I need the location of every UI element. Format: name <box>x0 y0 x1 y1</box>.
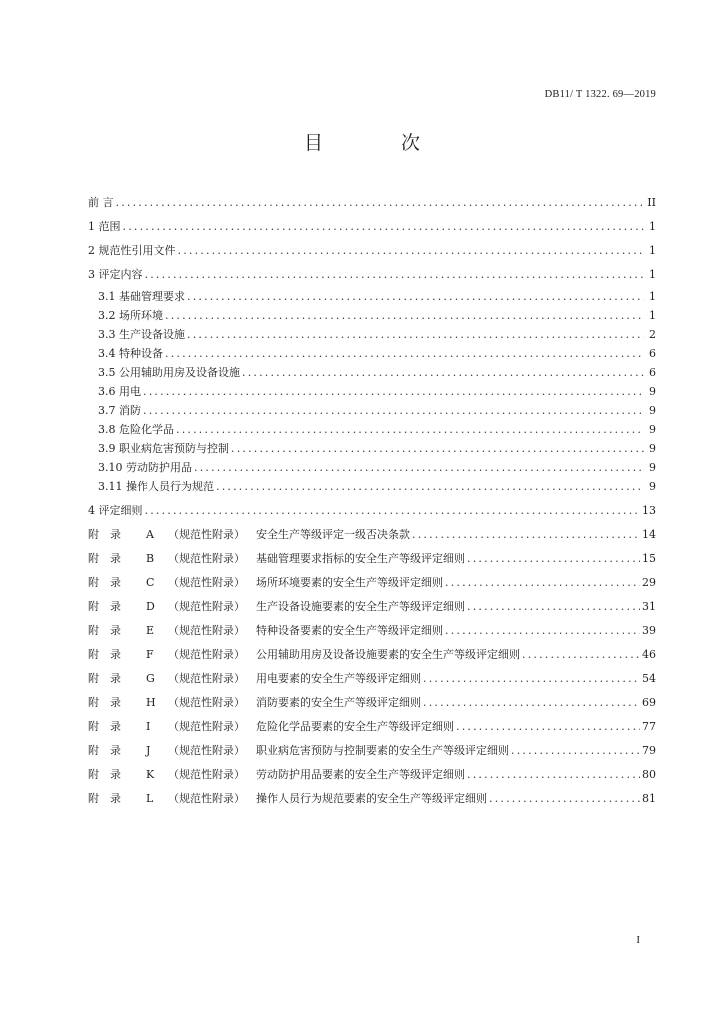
dot-leader <box>178 242 645 260</box>
toc-entry-page: 9 <box>649 423 656 436</box>
toc-entry-3-2[interactable] <box>98 307 656 325</box>
appendix-letter: I <box>146 720 151 733</box>
toc-entry-page: 54 <box>642 672 656 685</box>
dot-leader <box>242 364 644 382</box>
toc-appendix-g[interactable] <box>88 670 656 688</box>
appendix-word-1: 附 <box>88 672 99 685</box>
toc-entry-label: 3 评定内容 <box>88 268 143 281</box>
appendix-title: 场所环境要素的安全生产等级评定细则 <box>256 576 443 589</box>
toc-entry-label: 3.9 职业病危害预防与控制 <box>98 442 229 455</box>
toc-entry-scope[interactable] <box>88 218 656 236</box>
dot-leader <box>445 574 640 592</box>
appendix-type: （规范性附录） <box>168 792 245 805</box>
toc-appendix-b[interactable] <box>88 550 656 568</box>
appendix-word-2: 录 <box>110 672 121 685</box>
dot-leader <box>423 694 640 712</box>
appendix-letter: G <box>146 672 155 685</box>
appendix-word-2: 录 <box>110 576 121 589</box>
dot-leader <box>412 526 640 544</box>
toc-entry-foreword[interactable] <box>88 194 656 212</box>
standard-code: DB11/ T 1322. 69—2019 <box>544 89 656 100</box>
dot-leader <box>489 790 640 808</box>
appendix-word-1: 附 <box>88 576 99 589</box>
appendix-type: （规范性附录） <box>168 720 245 733</box>
dot-leader <box>116 194 645 212</box>
dot-leader <box>423 670 640 688</box>
appendix-word-1: 附 <box>88 648 99 661</box>
toc-entry-label: 3.5 公用辅助用房及设备设施 <box>98 366 240 379</box>
dot-leader <box>456 718 640 736</box>
toc-appendix-e[interactable] <box>88 622 656 640</box>
toc-appendix-i[interactable] <box>88 718 656 736</box>
dot-leader <box>145 266 645 284</box>
toc-entry-3-11[interactable] <box>98 478 656 496</box>
appendix-letter: C <box>146 576 155 589</box>
dot-leader <box>187 288 644 306</box>
appendix-word-2: 录 <box>110 744 121 757</box>
toc-entry-label: 3.2 场所环境 <box>98 309 163 322</box>
appendix-type: （规范性附录） <box>168 624 245 637</box>
appendix-word-2: 录 <box>110 624 121 637</box>
toc-entry-3-8[interactable] <box>98 421 656 439</box>
toc-entry-page: 1 <box>649 290 656 303</box>
appendix-letter: J <box>146 744 151 757</box>
appendix-word-1: 附 <box>88 528 99 541</box>
toc-appendix-f[interactable] <box>88 646 656 664</box>
appendix-word-2: 录 <box>110 792 121 805</box>
appendix-title: 用电要素的安全生产等级评定细则 <box>256 672 421 685</box>
dot-leader <box>145 502 641 520</box>
toc-entry-assessment-content[interactable] <box>88 266 656 284</box>
toc-entry-page: 15 <box>642 552 656 565</box>
appendix-title: 特种设备要素的安全生产等级评定细则 <box>256 624 443 637</box>
appendix-word-2: 录 <box>110 768 121 781</box>
dot-leader <box>123 218 645 236</box>
appendix-word-1: 附 <box>88 600 99 613</box>
page-title: 目 次 <box>303 132 457 154</box>
toc-entry-label: 3.3 生产设备设施 <box>98 328 185 341</box>
dot-leader <box>216 478 644 496</box>
toc-entry-page: 81 <box>642 792 656 805</box>
appendix-title: 劳动防护用品要素的安全生产等级评定细则 <box>256 768 465 781</box>
toc-entry-label: 3.11 操作人员行为规范 <box>98 480 214 493</box>
toc-entry-page: 69 <box>642 696 656 709</box>
toc-entry-3-4[interactable] <box>98 345 656 363</box>
toc-entry-assessment-rules[interactable] <box>88 502 656 520</box>
appendix-type: （规范性附录） <box>168 672 245 685</box>
appendix-word-2: 录 <box>110 528 121 541</box>
appendix-word-2: 录 <box>110 552 121 565</box>
toc-entry-3-10[interactable] <box>98 459 656 477</box>
dot-leader <box>143 402 644 420</box>
toc-entry-page: 80 <box>642 768 656 781</box>
toc-entry-3-5[interactable] <box>98 364 656 382</box>
toc-entry-label: 前 言 <box>88 196 114 209</box>
appendix-type: （规范性附录） <box>168 552 245 565</box>
toc-entry-normative-references[interactable] <box>88 242 656 260</box>
toc-entry-page: 1 <box>649 309 656 322</box>
appendix-type: （规范性附录） <box>168 600 245 613</box>
toc-entry-page: 9 <box>649 480 656 493</box>
toc-entry-label: 2 规范性引用文件 <box>88 244 176 257</box>
appendix-type: （规范性附录） <box>168 744 245 757</box>
dot-leader <box>467 550 640 568</box>
toc-entry-page: 29 <box>642 576 656 589</box>
toc-entry-label: 3.4 特种设备 <box>98 347 163 360</box>
toc-entry-page: 46 <box>642 648 656 661</box>
toc-entry-3-9[interactable] <box>98 440 656 458</box>
appendix-word-1: 附 <box>88 720 99 733</box>
toc-appendix-h[interactable] <box>88 694 656 712</box>
appendix-type: （规范性附录） <box>168 576 245 589</box>
appendix-word-2: 录 <box>110 720 121 733</box>
dot-leader <box>231 440 644 458</box>
appendix-word-1: 附 <box>88 624 99 637</box>
appendix-letter: D <box>146 600 155 613</box>
toc-entry-page: 2 <box>649 328 656 341</box>
toc-appendix-c[interactable] <box>88 574 656 592</box>
appendix-letter: L <box>146 792 154 805</box>
appendix-word-1: 附 <box>88 696 99 709</box>
appendix-title: 危险化学品要素的安全生产等级评定细则 <box>256 720 454 733</box>
toc-entry-page: 31 <box>642 600 656 613</box>
appendix-type: （规范性附录） <box>168 528 245 541</box>
toc-appendix-k[interactable] <box>88 766 656 784</box>
toc-entry-label: 3.8 危险化学品 <box>98 423 174 436</box>
toc-entry-page: 13 <box>642 504 656 517</box>
appendix-title: 安全生产等级评定一级否决条款 <box>256 528 410 541</box>
toc-appendix-j[interactable] <box>88 742 656 760</box>
toc-entry-label: 3.7 消防 <box>98 404 141 417</box>
appendix-letter: E <box>146 624 155 637</box>
toc-entry-page: 9 <box>649 385 656 398</box>
appendix-type: （规范性附录） <box>168 648 245 661</box>
toc-entry-page: 39 <box>642 624 656 637</box>
toc-entry-3-1[interactable] <box>98 288 656 306</box>
appendix-word-1: 附 <box>88 792 99 805</box>
toc-entry-label: 3.6 用电 <box>98 385 141 398</box>
appendix-word-2: 录 <box>110 648 121 661</box>
toc-entry-page: 9 <box>649 442 656 455</box>
dot-leader <box>445 622 640 640</box>
appendix-word-1: 附 <box>88 744 99 757</box>
appendix-type: （规范性附录） <box>168 696 245 709</box>
toc-entry-page: 6 <box>649 347 656 360</box>
toc-entry-page: 1 <box>649 244 656 257</box>
appendix-letter: A <box>146 528 154 541</box>
toc-entry-label: 3.10 劳动防护用品 <box>98 461 192 474</box>
appendix-word-2: 录 <box>110 696 121 709</box>
appendix-letter: H <box>146 696 156 709</box>
appendix-letter: B <box>146 552 155 565</box>
dot-leader <box>187 326 644 344</box>
appendix-letter: F <box>146 648 154 661</box>
appendix-word-1: 附 <box>88 552 99 565</box>
appendix-title: 生产设备设施要素的安全生产等级评定细则 <box>256 600 465 613</box>
toc-appendix-l[interactable] <box>88 790 656 808</box>
dot-leader <box>165 307 644 325</box>
dot-leader <box>165 345 644 363</box>
appendix-word-1: 附 <box>88 768 99 781</box>
dot-leader <box>194 459 644 477</box>
dot-leader <box>143 383 644 401</box>
toc-entry-page: 9 <box>649 461 656 474</box>
dot-leader <box>467 766 640 784</box>
dot-leader <box>176 421 644 439</box>
toc-appendix-a[interactable] <box>88 526 656 544</box>
toc-entry-3-3[interactable] <box>98 326 656 344</box>
toc-entry-page: 1 <box>649 220 656 233</box>
toc-entry-label: 3.1 基础管理要求 <box>98 290 185 303</box>
appendix-letter: K <box>146 768 155 781</box>
dot-leader <box>522 646 640 664</box>
toc-entry-page: 6 <box>649 366 656 379</box>
toc-entry-3-7[interactable] <box>98 402 656 420</box>
appendix-title: 基础管理要求指标的安全生产等级评定细则 <box>256 552 465 565</box>
appendix-type: （规范性附录） <box>168 768 245 781</box>
toc-entry-page: 9 <box>649 404 656 417</box>
toc-entry-page: II <box>647 196 656 209</box>
toc-appendix-d[interactable] <box>88 598 656 616</box>
toc-entry-page: 79 <box>642 744 656 757</box>
page-number: I <box>636 934 640 946</box>
toc-entry-3-6[interactable] <box>98 383 656 401</box>
toc-entry-page: 1 <box>649 268 656 281</box>
dot-leader <box>511 742 640 760</box>
toc-entry-label: 1 范围 <box>88 220 121 233</box>
toc-entry-page: 77 <box>642 720 656 733</box>
appendix-word-2: 录 <box>110 600 121 613</box>
appendix-title: 公用辅助用房及设备设施要素的安全生产等级评定细则 <box>256 648 520 661</box>
appendix-title: 操作人员行为规范要素的安全生产等级评定细则 <box>256 792 487 805</box>
appendix-title: 消防要素的安全生产等级评定细则 <box>256 696 421 709</box>
toc-entry-page: 14 <box>642 528 656 541</box>
dot-leader <box>467 598 640 616</box>
appendix-title: 职业病危害预防与控制要素的安全生产等级评定细则 <box>256 744 509 757</box>
toc-entry-label: 4 评定细则 <box>88 504 143 517</box>
